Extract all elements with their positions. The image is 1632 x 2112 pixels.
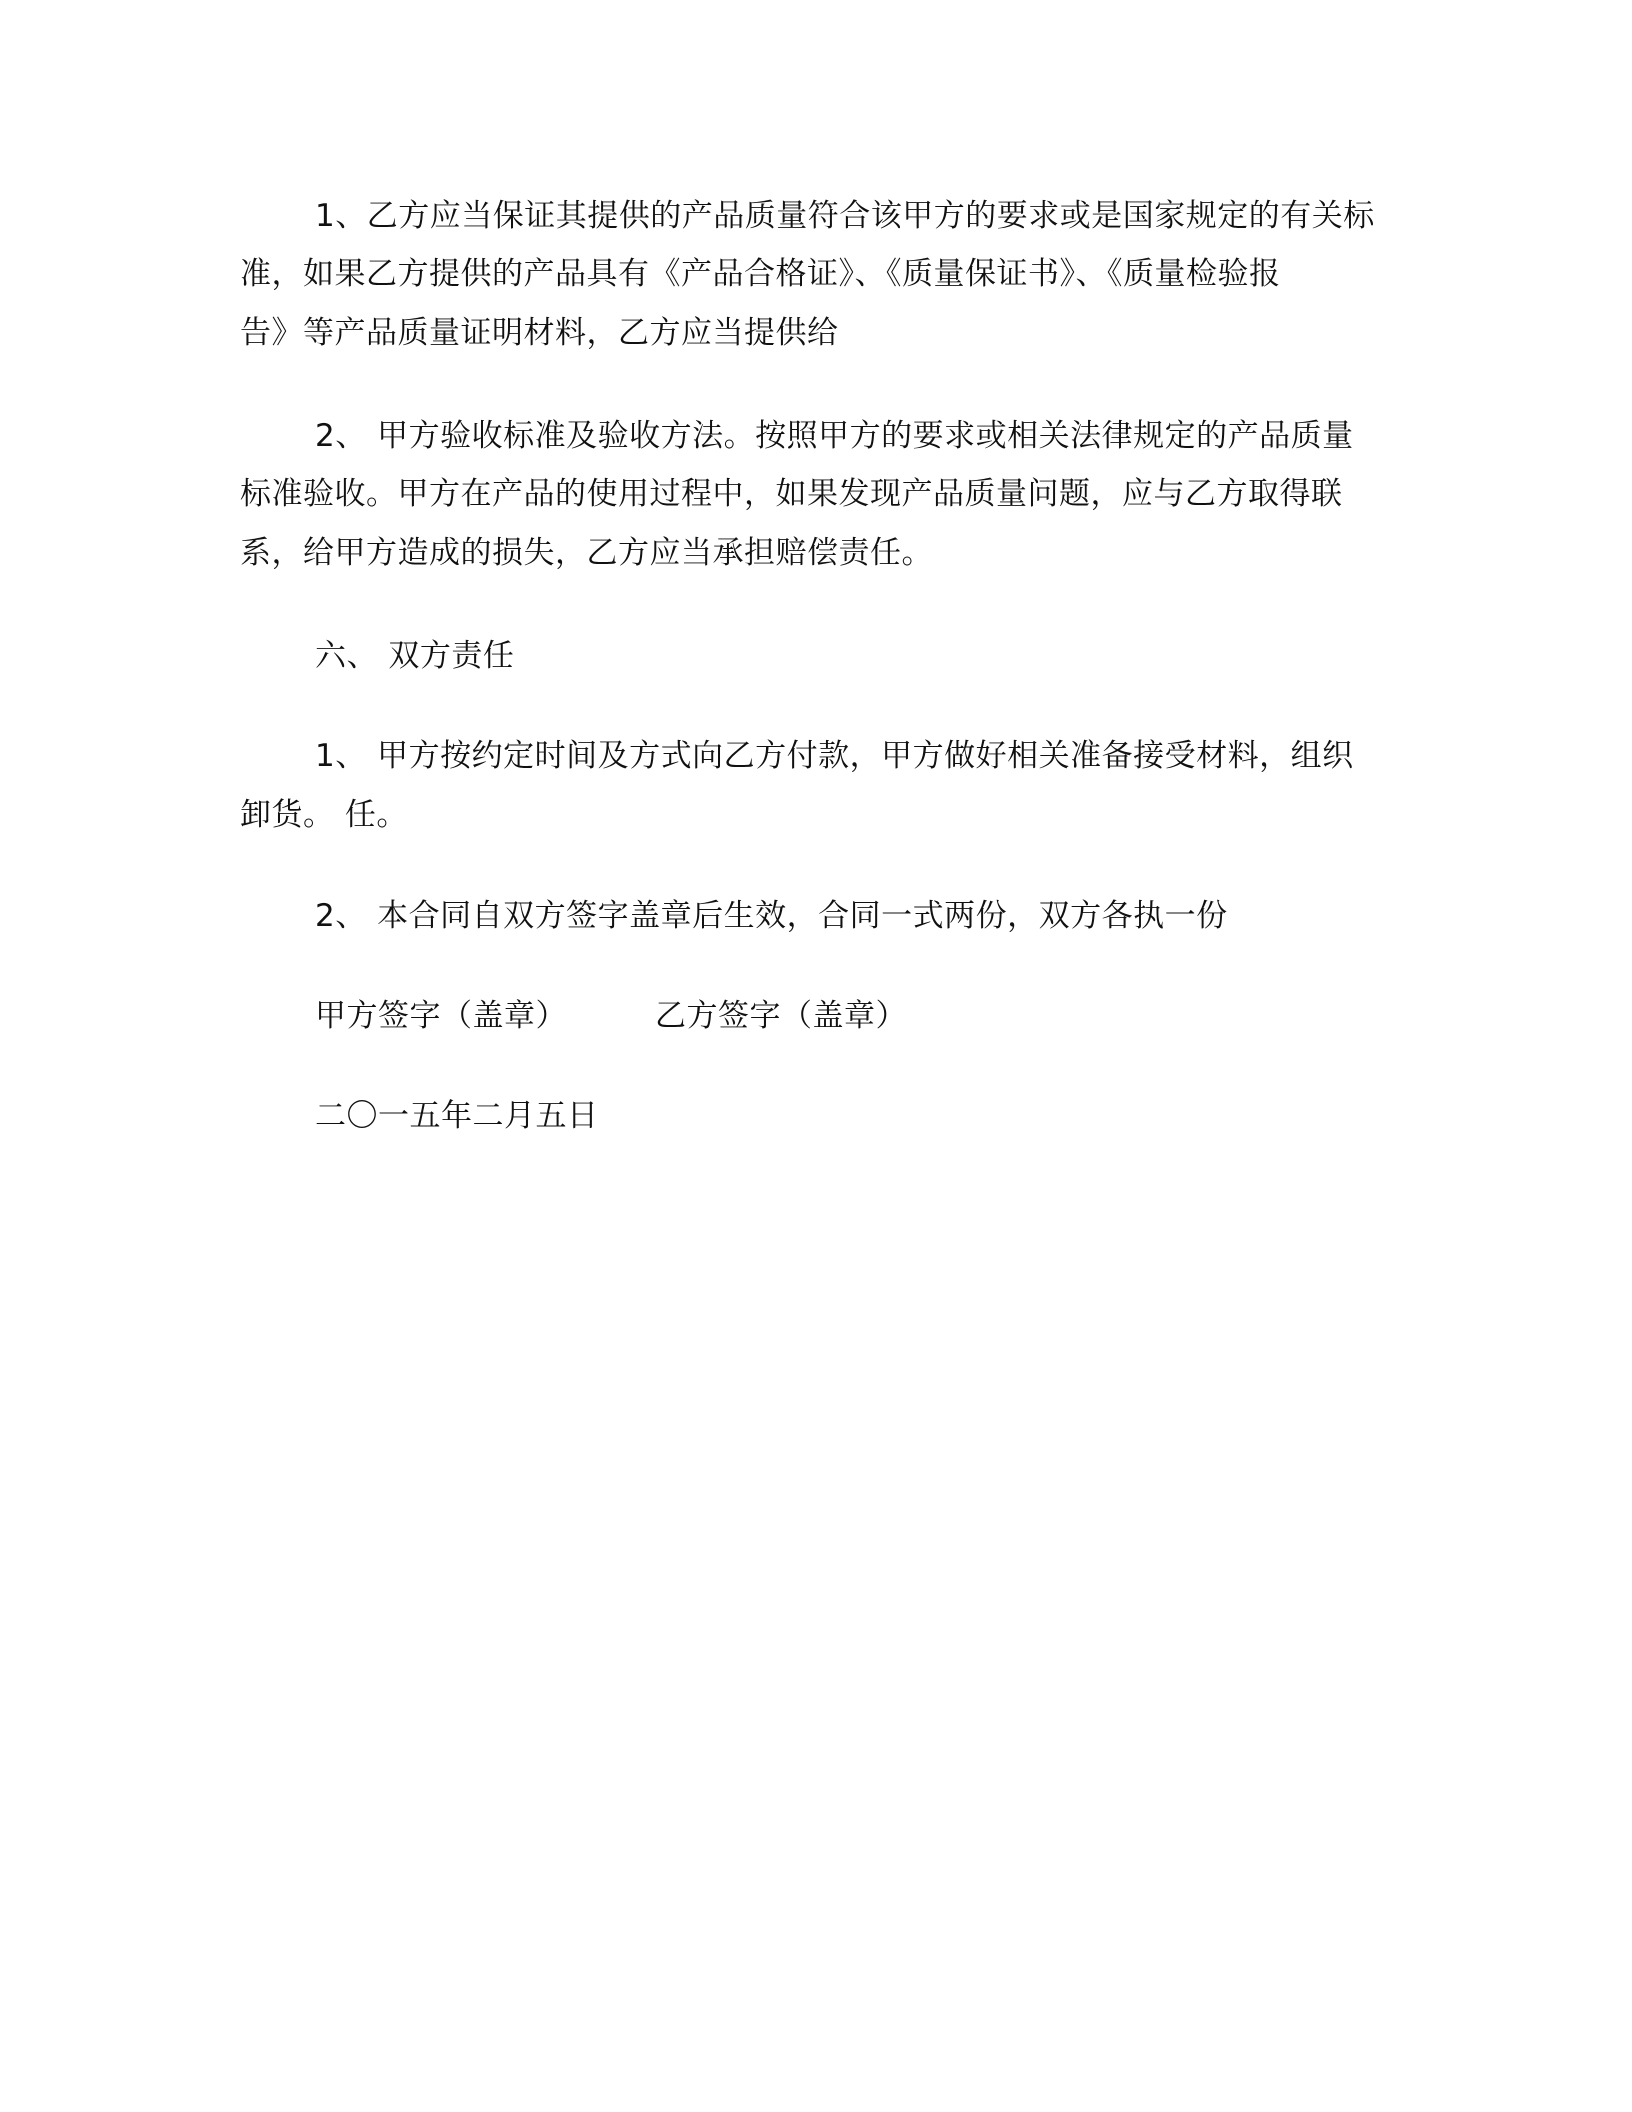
paragraph-2-line-2: 标准验收。甲方在产品的使用过程中，如果发现产品质量问题，应与乙方取得联 (240, 476, 1343, 512)
paragraph-3-line-1: 1、 甲方按约定时间及方式向乙方付款，甲方做好相关准备接受材料，组织 (315, 738, 1354, 774)
paragraph-4: 2、 本合同自双方签字盖章后生效，合同一式两份，双方各执一份 (315, 898, 1228, 934)
section-heading: 六、 双方责任 (315, 638, 515, 674)
signature-party-b: 乙方签字（盖章） (655, 998, 907, 1034)
paragraph-2-line-1: 2、 甲方验收标准及验收方法。按照甲方的要求或相关法律规定的产品质量 (315, 418, 1354, 454)
paragraph-1-line-2: 准，如果乙方提供的产品具有《产品合格证》、《质量保证书》、《质量检验报 (240, 256, 1281, 292)
signature-party-a: 甲方签字（盖章） (315, 998, 567, 1034)
paragraph-3-line-2: 卸货。 任。 (240, 797, 408, 833)
paragraph-1-line-1: 1、乙方应当保证其提供的产品质量符合该甲方的要求或是国家规定的有关标 (315, 198, 1375, 234)
paragraph-2-line-3: 系，给甲方造成的损失，乙方应当承担赔偿责任。 (240, 535, 933, 571)
document-date: 二〇一五年二月五日 (315, 1098, 599, 1134)
paragraph-1-line-3: 告》等产品质量证明材料，乙方应当提供给 (240, 315, 839, 351)
